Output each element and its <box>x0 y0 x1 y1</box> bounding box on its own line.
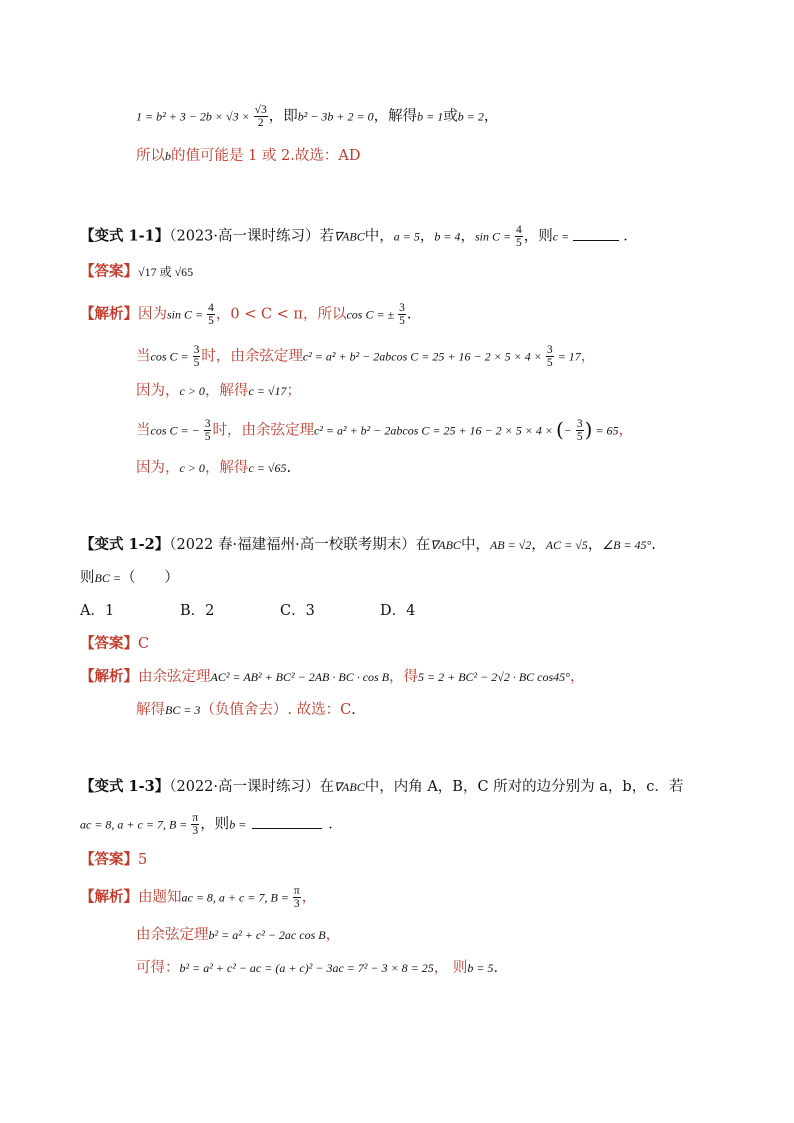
q2-label: 【变式 1-2】 <box>80 536 170 553</box>
q1-analysis-1: 【解析】因为sin C = $\frac{4}{5}$ ，0 < C < π，所以cos C = ± $\frac{3}{5}$ . <box>80 302 412 327</box>
prev-sep2: ，解得 <box>373 108 418 125</box>
prev-eq1: 1 = b² + 3 − 2b × √3 × <box>136 109 253 124</box>
q3-label: 【变式 1-3】 <box>80 778 170 795</box>
q2-choices <box>80 601 480 621</box>
q2-choice-a[interactable]: A．1 <box>80 603 115 619</box>
prev-eq3: b = 1 <box>417 109 444 124</box>
prev-eq4: b = 2 <box>457 109 484 124</box>
q3-answer: 5 <box>138 852 148 868</box>
prev-eq2: b² − 3b + 2 = 0 <box>297 109 374 124</box>
q1-source: （2023·高一课时练习）若 <box>169 228 335 245</box>
q1-analysis-3: 因为，c > 0，解得c = √17； <box>136 383 301 399</box>
q2-choice-b[interactable]: B．2 <box>180 603 215 619</box>
q1-answer-line <box>80 262 193 282</box>
q2-answer-line <box>80 634 149 654</box>
q1-analysis-4: 当cos C = − $\frac{3}{5}$ 时，由余弦定理c² = a² + b² − 2abcos C = 25 + 16 − 2 × 5 × 4 × (− $\frac{3}{5}$ ) = 65， <box>136 417 634 443</box>
q3-stem-2: ac = 8, a + c = 7, B = $\frac{\pi}{3}$ ，则b = ． <box>80 812 343 837</box>
q1-analysis-5: 因为，c > 0，解得c = √65. <box>136 460 292 476</box>
q2-stem-2: 则BC =（ ） <box>80 570 179 586</box>
q3-analysis-label: 【解析】 <box>80 888 138 906</box>
q1-answer-blank <box>573 226 619 241</box>
q1-answer: √17 或 √65 <box>138 265 194 279</box>
q2-choice-c[interactable]: C．3 <box>280 603 315 619</box>
prev-fraction: $\frac{√3}{2}$ <box>254 104 267 129</box>
q2-analysis-2: 解得BC = 3（负值舍去）. 故选：C． <box>136 702 366 718</box>
q2-answer: C <box>138 636 150 652</box>
prev-conclusion: 所以b的值可能是 1 或 2.故选：AD <box>136 148 361 164</box>
q2-source: （2022 春·福建福州·高一校联考期末）在 <box>169 537 431 553</box>
q3-answer-line <box>80 850 147 870</box>
q2-triangle: ∇ABC <box>430 538 461 552</box>
q3-analysis-1: 【解析】由题知ac = 8, a + c = 7, B = $\frac{\pi}{3}$ ， <box>80 885 317 910</box>
q1-stem: 【变式 1-1】（2023·高一课时练习）若∇ABC中，a = 5，b = 4，sin C = $\frac{4}{5}$ ，则c = ． <box>80 224 638 249</box>
q3-stem: 【变式 1-3】（2022·高一课时练习）在∇ABC中，内角 A，B，C 所对的边分别为 a，b，c．若 <box>80 778 684 795</box>
q1-analysis-2: 当cos C = $\frac{3}{5}$ 时，由余弦定理c² = a² + b² − 2abcos C = 25 + 16 − 2 × 5 × 4 × $\frac{3}{5}$ = 17， <box>136 344 596 369</box>
prev-sep1: ，即 <box>268 108 298 125</box>
q2-analysis-label: 【解析】 <box>80 668 138 685</box>
q3-analysis-3: 可得：b² = a² + c² − ac = (a + c)² − 3ac = 7² − 3 × 8 = 25， 则b = 5． <box>136 960 508 976</box>
q3-source: （2022·高一课时练习）在 <box>169 779 335 795</box>
q2-answer-label: 【答案】 <box>80 635 138 652</box>
q3-answer-blank <box>252 814 322 829</box>
prev-end: ， <box>483 108 499 125</box>
q2-choice-d[interactable]: D．4 <box>380 603 416 619</box>
q2-stem: 【变式 1-2】（2022 春·福建福州·高一校联考期末）在∇ABC中，AB = √2，AC = √5，∠B = 45°. <box>80 536 656 553</box>
q2-analysis-1: 【解析】由余弦定理AC² = AB² + BC² − 2AB · BC · cos B，得5 = 2 + BC² − 2√2 · BC cos45°， <box>80 668 585 685</box>
q3-triangle: ∇ABC <box>334 780 365 794</box>
q1-analysis-label: 【解析】 <box>80 305 138 323</box>
q3-answer-label: 【答案】 <box>80 851 138 868</box>
q1-triangle: ∇ABC <box>334 229 365 244</box>
q1-answer-label: 【答案】 <box>80 263 138 280</box>
prev-or: 或 <box>443 108 458 125</box>
q1-label: 【变式 1-1】 <box>80 227 170 245</box>
prev-equation-line <box>136 104 498 129</box>
q3-analysis-2: 由余弦定理b² = a² + c² − 2ac cos B， <box>136 927 341 943</box>
